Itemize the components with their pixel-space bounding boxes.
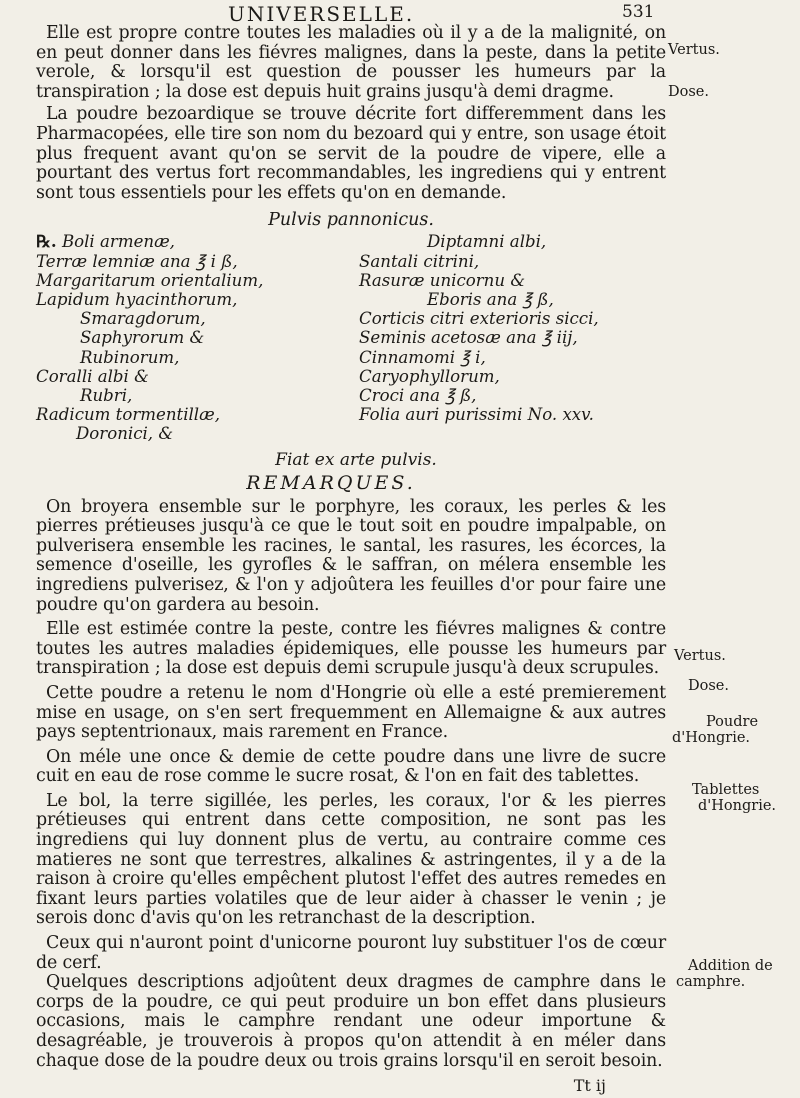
- paragraph: On broyera ensemble sur le porphyre, les coraux, les perles & les pierres prétieuses jusqu'à ce que le tout soit en poudre impalpable, on pulverisera ensemble les racines, le santal, les rasures, les écorces, la semence d'oseille, les gyrofles & le saffran, on mélera ensemble les ingrediens pulverisez, & l'on y adjoûtera les feuilles d'or pour faire une poudre qu'on gardera au besoin.: [36, 496, 666, 615]
- ingredient: Saphyrorum &: [80, 328, 205, 348]
- paragraph: Ceux qui n'auront point d'unicorne pouront luy substituer l'os de cœur de cerf.: [36, 933, 666, 973]
- page-number: 531: [622, 2, 655, 22]
- ingredient: Diptamni albi,: [427, 232, 547, 252]
- ingredient: Corticis citri exterioris sicci,: [359, 309, 599, 329]
- ingredient: Rubri,: [80, 385, 133, 405]
- margin-note-poudre-hongrie: Poudre d'Hongrie.: [672, 714, 759, 746]
- recipe-instruction: Fiat ex arte pulvis.: [275, 449, 437, 470]
- ingredient: Eboris ana ℥ ß,: [427, 289, 554, 309]
- ingredient: Margaritarum orientalium,: [36, 270, 264, 290]
- ingredient: Rasuræ unicornu &: [359, 270, 526, 290]
- ingredient-column-right: [359, 232, 666, 443]
- recipe-symbol: ℞.: [36, 231, 57, 252]
- signature-mark: Tt ij: [573, 1076, 606, 1096]
- body-text: [36, 24, 666, 1095]
- ingredient: Radicum tormentillæ,: [36, 405, 220, 425]
- paragraph: Elle est propre contre toutes les maladies où il y a de la malignité, on en peut donner dans les fiévres malignes, dans la peste, dans la petite verole, & lorsqu'il est question de pousser les humeurs par la transpiration ; la dose est depuis huit grains jusqu'à demi dragme.: [36, 23, 666, 102]
- section-heading: REMARQUES.: [246, 471, 416, 494]
- margin-note-tablettes-hongrie: Tablettes d'Hongrie.: [692, 782, 777, 814]
- ingredient-list: [36, 232, 666, 443]
- ingredient: Cinnamomi ℥ i,: [359, 347, 486, 367]
- ingredient: Caryophyllorum,: [359, 366, 500, 386]
- margin-note-dose: Dose.: [668, 84, 709, 100]
- margin-note-dose: Dose.: [688, 678, 729, 694]
- ingredient: Lapidum hyacinthorum,: [36, 289, 238, 309]
- margin-note-addition-camphre: Addition de camphre.: [676, 958, 773, 990]
- paragraph: On méle une once & demie de cette poudre dans une livre de sucre cuit en eau de rose comme le sucre rosat, & l'on en fait des tablettes.: [36, 746, 666, 787]
- margin-note-vertus: Vertus.: [674, 648, 726, 664]
- ingredient: Doronici, &: [76, 424, 174, 444]
- paragraph: Le bol, la terre sigillée, les perles, les coraux, l'or & les pierres prétieuses qui entrent dans cette composition, ne sont pas les ingrediens qui luy donnent plus de vertu, au contraire comme ces matieres ne sont que terrestres, alkalines & astringentes, il y a de la raison à croire qu'elles empêchent plutost l'effet des autres remedes en fixant leurs parties volatiles que de leur aider à chasser le venin ; je serois donc d'avis qu'on les retranchast de la description.: [36, 790, 666, 929]
- margin-notes: [664, 0, 800, 1098]
- ingredient: Croci ana ℥ ß,: [359, 385, 477, 405]
- ingredient: Coralli albi &: [36, 366, 149, 386]
- paragraph: La poudre bezoardique se trouve décrite fort differemment dans les Pharmacopées, elle tire son nom du bezoard qui y entre, son usage étoit plus frequent avant qu'on se servit de la poudre de vipere, elle a pourtant des vertus fort recommandables, les ingrediens qui y entrent sont tous essentiels pour les effets qu'on en demande.: [36, 104, 666, 203]
- paragraph: Elle est estimée contre la peste, contre les fiévres malignes & contre toutes les autres maladies épidemiques, elle pousse les humeurs par transpiration ; la dose est depuis demi scrupule jusqu'à deux scrupules.: [36, 619, 666, 679]
- ingredient: Santali citrini,: [359, 251, 480, 271]
- ingredient: Boli armenæ,: [61, 232, 175, 252]
- paragraph: Cette poudre a retenu le nom d'Hongrie où elle a esté premierement mise en usage, on s'en sert frequemment en Allemaigne & aux autres pays septentrionaux, mais rarement en France.: [36, 682, 666, 743]
- ingredient-column-left: [36, 232, 359, 443]
- ingredient: Rubinorum,: [80, 347, 180, 367]
- running-head: UNIVERSELLE.: [228, 2, 415, 26]
- ingredient: Terræ lemniæ ana ℥ i ß,: [36, 251, 238, 271]
- margin-note-vertus: Vertus.: [668, 42, 720, 58]
- ingredient: Smaragdorum,: [80, 309, 206, 329]
- recipe-title: Pulvis pannonicus.: [268, 210, 434, 231]
- paragraph: Quelques descriptions adjoûtent deux dragmes de camphre dans le corps de la poudre, ce qui peut produire un bon effet dans plusieurs occasions, mais le camphre rendant une odeur importune & desagréable, je trouverois à propos qu'on attendit à en méler dans chaque dose de la poudre deux ou trois grains lorsqu'il en seroit besoin.: [36, 972, 666, 1071]
- ingredient: Folia auri purissimi No. xxv.: [359, 405, 594, 425]
- ingredient: Seminis acetosæ ana ℥ iij,: [359, 328, 578, 348]
